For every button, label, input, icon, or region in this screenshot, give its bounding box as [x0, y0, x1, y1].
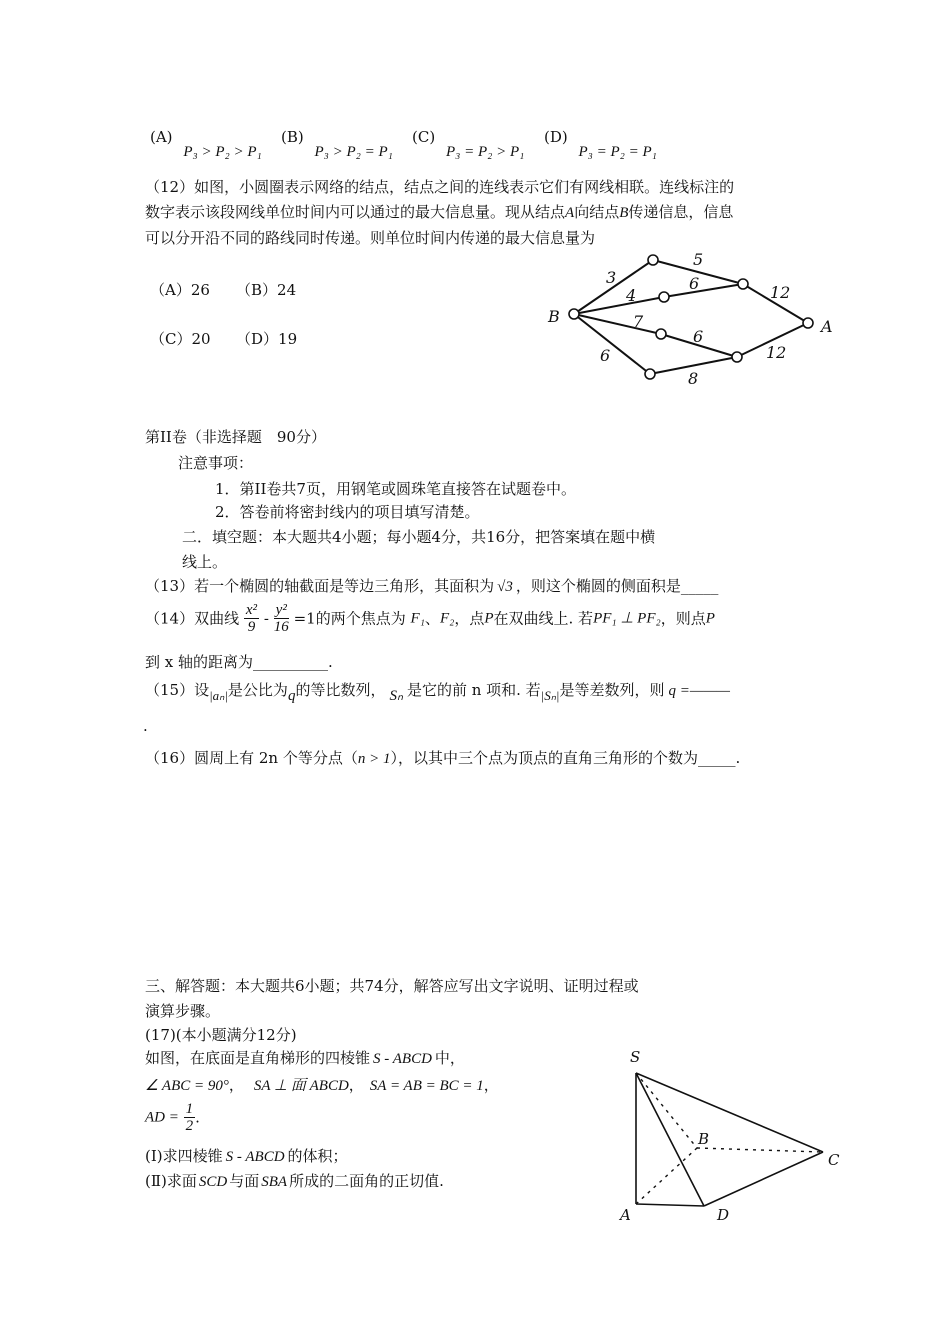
q17-p2c: 所成的二面角的正切值. [289, 1172, 444, 1190]
q17-l2f: ， [483, 1076, 499, 1094]
q17-line1 [145, 1047, 465, 1068]
q12-line3: 可以分开沿不同的路线同时传递。则单位时间内传递的最大信息量为 [145, 229, 596, 247]
q14-x2: x² [245, 602, 258, 618]
q17-p2m1: SCD [198, 1174, 228, 1190]
q11-option-b [281, 128, 393, 160]
section3-line1: 三、解答题：本大题共6小题；共74分，解答应写出文字说明、证明过程或 [145, 977, 639, 995]
q14-frac-y [274, 602, 289, 635]
q15-dot: . [143, 717, 148, 735]
part2-notes-title: 注意事项： [178, 454, 254, 472]
q12-option-b: （B）24 [236, 281, 297, 299]
q17-l2a: ∠ ABC = 90° [145, 1078, 229, 1094]
q17-l3den: 2 [185, 1118, 194, 1134]
graph-label-e6: 7 [633, 312, 644, 331]
q17-p2b: 与面 [229, 1172, 260, 1190]
q17-line3 [145, 1101, 200, 1134]
q15-an: |aₙ| [209, 688, 228, 703]
pyramid-label-b: B [698, 1130, 710, 1148]
q14-mid2: ，点 [454, 609, 485, 628]
node-bottom [645, 369, 655, 379]
q14-minus: - [263, 609, 269, 628]
graph-label-e4: 6 [689, 274, 700, 293]
edge-ad [636, 1204, 704, 1206]
q11-option-d [544, 128, 657, 160]
q11-option-b-label: (B) [281, 128, 304, 146]
q12-line1: （12）如图，小圆圈表示网络的结点，结点之间的连线表示它们有网线相联。连线标注的 [145, 178, 735, 196]
node-a [803, 318, 813, 328]
q11-option-a-label: (A) [150, 128, 173, 146]
q12-option-c: （C）20 [150, 330, 211, 348]
q13-radical: √3 [497, 579, 513, 595]
q17-frac [184, 1101, 196, 1134]
graph-label-e8: 12 [766, 343, 787, 362]
q12-option-d: （D）19 [236, 330, 298, 348]
q17-p1m: S - ABCD [225, 1149, 285, 1165]
q17-part2 [145, 1170, 444, 1191]
q15-mid2: 的等比数列， [295, 681, 386, 699]
q17-p2m2: SBA [261, 1174, 288, 1190]
q15 [145, 679, 730, 704]
q13-post: ，则这个椭圆的侧面积是_____ [515, 577, 719, 595]
q13-pre: （13）若一个椭圆的轴截面是等边三角形，其面积为 [145, 577, 495, 595]
q12-line2a: 数字表示该段网线单位时间内可以通过的最大信息量。现从结点 [145, 203, 566, 221]
q12-line2 [145, 201, 733, 222]
q14-line1 [145, 602, 715, 635]
part2-title: 第II卷（非选择题 90分） [145, 428, 326, 446]
q14-f1: F₁ [410, 610, 425, 627]
pyramid-label-a: A [620, 1206, 631, 1224]
q14-pre: （14）双曲线 [145, 609, 240, 628]
q14-d16: 16 [273, 619, 289, 635]
node-right-lower [732, 352, 742, 362]
q11-option-b-expr: P₃ > P₂ = P₁ [314, 144, 393, 160]
pyramid-label-c: C [828, 1151, 840, 1169]
q17-l3b: . [195, 1108, 200, 1127]
q13 [145, 575, 718, 596]
q14-p: P [484, 610, 494, 627]
q11-option-c-expr: P₃ = P₂ > P₁ [445, 144, 525, 160]
graph-label-a: A [821, 317, 833, 336]
q16-pre: （16）圆周上有 2n 个等分点（ [145, 749, 358, 767]
node-b [569, 309, 579, 319]
q14-eq1: =1 [293, 609, 316, 628]
q15-mid1: 是公比为 [227, 681, 288, 699]
q17-l2b: ， [228, 1076, 244, 1094]
node-right-upper [738, 279, 748, 289]
graph-label-e9: 6 [600, 346, 611, 365]
q15-mid4: 是等差数列，则 [559, 681, 665, 699]
q11-option-d-label: (D) [544, 128, 568, 146]
q12-line2c: 传递信息，信息 [628, 203, 734, 221]
q11-option-d-expr: P₃ = P₂ = P₁ [578, 144, 657, 160]
part2-note2: 2．答卷前将密封线内的项目填写清楚。 [215, 503, 480, 521]
q17-l1a: 如图，在底面是直角梯形的四棱锥 [145, 1049, 371, 1067]
q17-line2 [145, 1074, 499, 1095]
node-top [648, 255, 658, 265]
edge-sd [636, 1073, 704, 1206]
q16 [145, 747, 740, 768]
node-lower [656, 329, 666, 339]
q14-mid: 的两个焦点为 [315, 609, 406, 628]
network-graph [540, 245, 840, 395]
pyramid-label-s: S [630, 1048, 641, 1066]
graph-label-b: B [548, 307, 560, 326]
q17-p1a: (Ⅰ)求四棱锥 [145, 1147, 223, 1165]
q15-q: q [287, 688, 296, 704]
q17-p1b: 的体积； [287, 1147, 348, 1165]
q15-sn2: |Sₙ| [540, 688, 560, 703]
q14-mid3: 在双曲线上. 若 [493, 609, 594, 628]
q17-l3a: AD = [145, 1109, 179, 1126]
pyramid-figure [610, 1040, 850, 1225]
q14-y2: y² [275, 602, 287, 618]
q11-option-a [150, 128, 262, 160]
q17-l2c: SA ⊥ 面 ABCD [253, 1078, 349, 1094]
node-upper [659, 292, 669, 302]
q12-node-b: B [619, 205, 629, 221]
q17-l2e: SA = AB = BC = 1 [369, 1078, 484, 1094]
edge-dc [704, 1152, 823, 1206]
q17-l3num: 1 [185, 1101, 194, 1117]
q15-sn: Sₙ [389, 688, 403, 704]
q14-cond: PF₁ ⊥ PF₂ [593, 610, 661, 627]
pyramid-label-d: D [717, 1206, 730, 1224]
q16-post: ），以其中三个点为顶点的直角三角形的个数为_____. [390, 749, 741, 767]
graph-label-e2: 5 [693, 250, 704, 269]
q17-l1b: 中， [434, 1049, 465, 1067]
q15-mid3: 是它的前 n 项和. 若 [406, 681, 541, 699]
graph-label-e7: 6 [693, 327, 704, 346]
part2-note1: 1．第II卷共7页，用钢笔或圆珠笔直接答在试题卷中。 [215, 480, 576, 498]
q14-sep: 、 [424, 609, 440, 628]
section3-line2: 演算步骤。 [145, 1002, 221, 1020]
section2-line2: 线上。 [182, 553, 228, 571]
edge-sc [636, 1073, 823, 1152]
q14-frac-x [244, 602, 259, 635]
q14-p2: P [705, 610, 715, 627]
q17-title: (17)(本小题满分12分) [145, 1026, 297, 1044]
q11-option-c [412, 128, 525, 160]
section2-line1: 二．填空题：本大题共4小题；每小题4分，共16分，把答案填在题中横 [182, 528, 656, 546]
q14-line2: 到 x 轴的距离为__________. [145, 653, 333, 671]
q15-qeq: q =——— [668, 683, 730, 699]
q12-line2b: 向结点 [574, 203, 620, 221]
q15-pre: （15）设 [145, 681, 210, 699]
graph-label-e3: 4 [626, 286, 637, 305]
q14-d9: 9 [247, 619, 256, 635]
q14-mid4: ，则点 [660, 609, 706, 628]
graph-label-e1: 3 [606, 268, 617, 287]
edge-sb [636, 1073, 697, 1148]
q12-option-a: （A）26 [150, 281, 210, 299]
q17-l2d: ， [348, 1076, 364, 1094]
q11-option-c-label: (C) [412, 128, 436, 146]
q17-l1m: S - ABCD [373, 1051, 432, 1067]
q17-part1 [145, 1145, 348, 1166]
graph-label-e10: 8 [688, 369, 699, 388]
edge-bc [697, 1148, 823, 1152]
q14-f2: F₂ [439, 610, 455, 627]
q12-node-a: A [565, 205, 575, 221]
q17-p2a: (Ⅱ)求面 [145, 1172, 197, 1190]
edge-upper-right [664, 284, 743, 297]
q16-cond: n > 1 [357, 751, 391, 767]
graph-label-e5: 12 [770, 283, 791, 302]
q11-option-a-expr: P₃ > P₂ > P₁ [183, 144, 262, 160]
